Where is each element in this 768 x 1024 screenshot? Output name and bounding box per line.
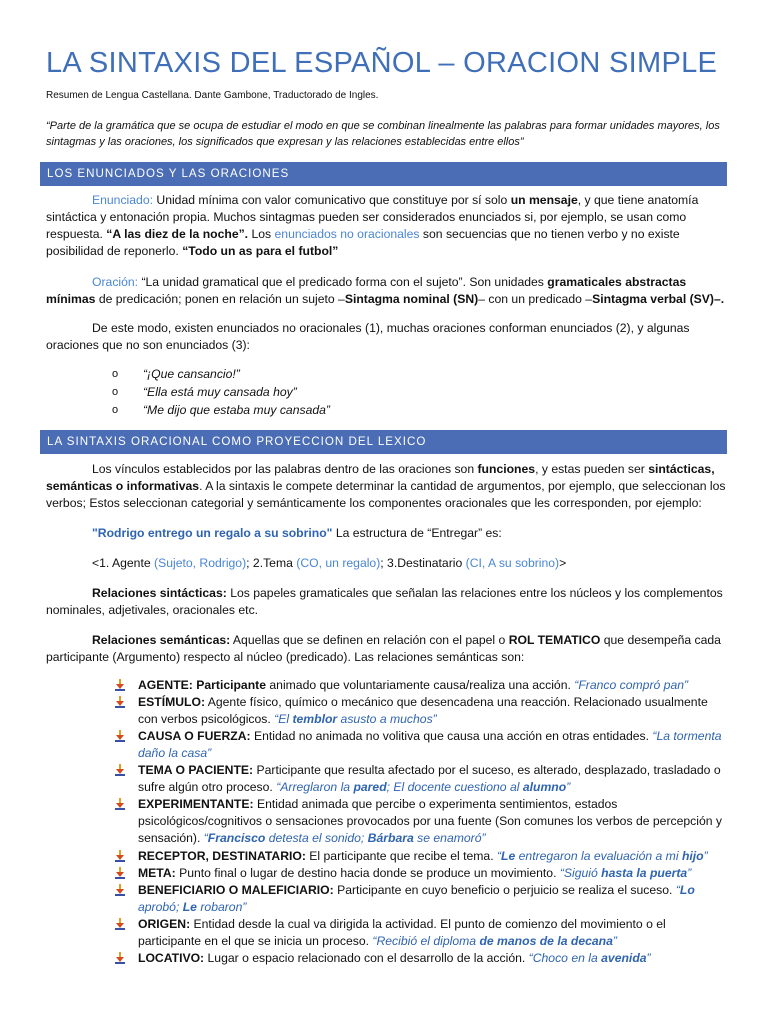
- role-item-tema: TEMA O PACIENTE: Participante que resulta afectado por el suceso, es alterado, desplazado, trasladado o sufre algún otro proceso. “Arreglaron la pared; El docente cuestiono al alumno”: [138, 762, 728, 796]
- arrow-bullet-icon: [114, 696, 126, 708]
- arrow-bullet-icon: [114, 679, 126, 691]
- arrow-bullet-icon: [114, 850, 126, 862]
- paragraph-oracion: Oración: “La unidad gramatical que el predicado forma con el sujeto”. Son unidades gramaticales abstractas mínimas de predicación; ponen en relación un sujeto –Sintagma nominal (SN)– con un predicado –Sintagma verbal (SV)–.: [46, 275, 725, 306]
- paragraph-relaciones-semanticas: Relaciones semánticas: Aquellas que se definen en relación con el papel o ROL TEMATICO que desempeña cada participante (Argumento) respecto al núcleo (predicado). Las relaciones semánticas son:: [46, 633, 721, 664]
- arrow-bullet-icon: [114, 884, 126, 896]
- paragraph-ejemplo: "Rodrigo entrego un regalo a su sobrino" La estructura de “Entregar” es:: [92, 526, 502, 540]
- section-heading-enunciados: LOS ENUNCIADOS Y LAS ORACIONES: [40, 162, 727, 186]
- term-enunciado: Enunciado:: [92, 193, 153, 207]
- role-item-meta: META: Punto final o lugar de destino hacia donde se produce un movimiento. “Siguió hasta la puerta”: [138, 865, 728, 882]
- document-page: LA SINTAXIS DEL ESPAÑOL – ORACION SIMPLE Resumen de Lengua Castellana. Dante Gambone, Traductorado de Ingles. “Parte de la gramática que se ocupa de estudiar el modo en que se combinan linealmente las palabras para formar unidades mayores, los sintagmas y las oraciones, los significados que expresan y las relaciones establecidas entre ellos” LOS ENUNCIADOS Y LAS ORACIONES Enunciado: Unidad mínima con valor comunicativo que constituye por sí solo un mensaje, y que tiene anatomía sintáctica y entonación propia. Muchos sintagmas pueden ser considerados enunciados si, por ejemplo, se usan como respuesta. “A las diez de la noche”. Los enunciados no oracionales son secuencias que no tienen verbo y no existe posibilidad de reponerlo. “Todo un as para el futbol” Oración: “La unidad gramatical que el predicado forma con el sujeto”. Son unidades gramaticales abstractas mínimas de predicación; ponen en relación un sujeto –Sintagma nominal (SN)– con un predicado –Sintagma verbal (SV)–. De este modo, existen enunciados no oracionales (1), muchas oraciones conforman enunciados (2), y algunas oraciones que no son enunciados (3): o “¡Que cansancio!” o “Ella está muy cansada hoy” o “Me dijo que estaba muy cansada” LA SINTAXIS ORACIONAL COMO PROYECCION DEL LEXICO Los vínculos establecidos por las palabras dentro de las oraciones son funciones, y estas pueden ser sintácticas, semánticas o informativas. A la sintaxis le compete determinar la cantidad de argumentos, por ejemplo, que seleccionan los verbos; Estos seleccionan categorial y semánticamente los componentes oracionales que les corresponden, por ejemplo: "Rodrigo entrego un regalo a su sobrino" La estructura de “Entregar” es: <1. Agente (Sujeto, Rodrigo); 2.Tema (CO, un regalo); 3.Destinatario (CI, A su sobrino)> Relaciones sintácticas: Los papeles gramaticales que señalan las relaciones entre los núcleos y los complementos nominales, adjetivales, oracionales etc. Relaciones semánticas: Aquellas que se definen en relación con el papel o ROL TEMATICO que desempeña cada participante (Argumento) respecto al núcleo (predicado). Las relaciones semánticas son: AGENTE: Participante animado que voluntariamente causa/realiza una acción. “Franco compró pan” ESTÍMULO: Agente físico, químico o mecánico que desencadena una reacción. Relacionado usualmente con verbos psicológicos. “El temblor asusto a muchos” CAUSA O FUERZA: Entidad no animada no volitiva que causa una acción en otras entidades. “La tormenta daño la casa” TEMA O PACIENTE: Participante que resulta afectado por el suceso, es alterado, desplazado, trasladado o sufre algún otro proceso. “Arreglaron la pared; El docente cuestiono al alumno” EXPERIMENTANTE: Entidad animada que percibe o experimenta sentimientos, estados psicológicos/cognitivos o sensaciones provocados por una fuente (Son comunes los verbos de percepción y sensación). “Francisco detesta el sonido; Bárbara se enamoró” RECEPTOR, DESTINATARIO: El participante que recibe el tema. “Le entregaron la evaluación a mi hijo” META: Punto final o lugar de destino hacia donde se produce un movimiento. “Siguió hasta la puerta” BENEFICIARIO O MALEFICIARIO: Participante en cuyo beneficio o perjuicio se realiza el suceso. “Lo aprobó; Le robaron” ORIGEN: Entidad desde la cual va dirigida la actividad. El punto de comienzo del movimiento o el participante en el que se inicia un proceso. “Recibió el diploma de manos de la decana” LOCATIVO: Lugar o espacio relacionado con el desarrollo de la acción. “Choco en la avenida”: [0, 0, 768, 1024]
- role-item-locativo: LOCATIVO: Lugar o espacio relacionado con el desarrollo de la acción. “Choco en la avenida”: [138, 950, 728, 967]
- page-title: LA SINTAXIS DEL ESPAÑOL – ORACION SIMPLE: [46, 47, 718, 79]
- term-oracion: Oración:: [92, 275, 139, 289]
- arrow-bullet-icon: [114, 867, 126, 879]
- paragraph-relaciones-sintacticas: Relaciones sintácticas: Los papeles gramaticales que señalan las relaciones entre los núcleos y los complementos nominales, adjetivales, oracionales etc.: [46, 586, 723, 617]
- arrow-bullet-icon: [114, 730, 126, 742]
- circle-bullet-icon: o: [112, 404, 119, 416]
- circle-bullet-icon: o: [112, 368, 119, 380]
- circle-bullet-icon: o: [112, 386, 119, 398]
- example-sentence: "Rodrigo entrego un regalo a su sobrino": [92, 526, 333, 540]
- role-item-causa: CAUSA O FUERZA: Entidad no animada no volitiva que causa una acción en otras entidades. “La tormenta daño la casa”: [138, 728, 728, 762]
- role-item-beneficiario: BENEFICIARIO O MALEFICIARIO: Participante en cuyo beneficio o perjuicio se realiza el suceso. “Lo aprobó; Le robaron”: [138, 882, 728, 916]
- paragraph-tipos: De este modo, existen enunciados no oracionales (1), muchas oraciones conforman enunciados (2), y algunas oraciones que no son enunciados (3):: [46, 321, 690, 352]
- paragraph-estructura: <1. Agente (Sujeto, Rodrigo); 2.Tema (CO, un regalo); 3.Destinatario (CI, A su sobrino)>: [92, 556, 567, 570]
- role-item-origen: ORIGEN: Entidad desde la cual va dirigida la actividad. El punto de comienzo del movimiento o el participante en el que se inicia un proceso. “Recibió el diploma de manos de la decana”: [138, 916, 728, 950]
- paragraph-enunciado: Enunciado: Unidad mínima con valor comunicativo que constituye por sí solo un mensaje, y que tiene anatomía sintáctica y entonación propia. Muchos sintagmas pueden ser considerados enunciados si, por ejemplo, se usan como respuesta. “A las diez de la noche”. Los enunciados no oracionales son secuencias que no tienen verbo y no existe posibilidad de reponerlo. “Todo un as para el futbol”: [46, 193, 699, 258]
- arrow-bullet-icon: [114, 952, 126, 964]
- paragraph-vinculos: Los vínculos establecidos por las palabras dentro de las oraciones son funciones, y estas pueden ser sintácticas, semánticas o informativas. A la sintaxis le compete determinar la cantidad de argumentos, por ejemplo, que seleccionan los verbos; Estos seleccionan categorial y semánticamente los componentes oracionales que les corresponden, por ejemplo:: [46, 462, 726, 510]
- definition-quote: “Parte de la gramática que se ocupa de estudiar el modo en que se combinan linealmente las palabras para formar unidades mayores, los sintagmas y las oraciones, los significados que expresan y las relaciones establecidas entre ellos”: [46, 120, 720, 148]
- role-item-estimulo: ESTÍMULO: Agente físico, químico o mecánico que desencadena una reacción. Relacionado usualmente con verbos psicológicos. “El temblor asusto a muchos”: [138, 694, 728, 728]
- link-enunciados-no-oracionales[interactable]: enunciados no oracionales: [274, 227, 420, 241]
- role-item-experimentante: EXPERIMENTANTE: Entidad animada que percibe o experimenta sentimientos, estados psicológicos/cognitivos o sensaciones provocados por una fuente (Son comunes los verbos de percepción y sensación). “Francisco detesta el sonido; Bárbara se enamoró”: [138, 796, 728, 847]
- role-item-agente: AGENTE: Participante animado que voluntariamente causa/realiza una acción. “Franco compró pan”: [138, 677, 728, 694]
- arrow-bullet-icon: [114, 764, 126, 776]
- arrow-bullet-icon: [114, 918, 126, 930]
- arrow-bullet-icon: [114, 798, 126, 810]
- section-heading-sintaxis: LA SINTAXIS ORACIONAL COMO PROYECCION DEL LEXICO: [40, 430, 727, 454]
- role-item-receptor: RECEPTOR, DESTINATARIO: El participante que recibe el tema. “Le entregaron la evaluación a mi hijo”: [138, 848, 728, 865]
- subtitle: Resumen de Lengua Castellana. Dante Gambone, Traductorado de Ingles.: [46, 90, 379, 101]
